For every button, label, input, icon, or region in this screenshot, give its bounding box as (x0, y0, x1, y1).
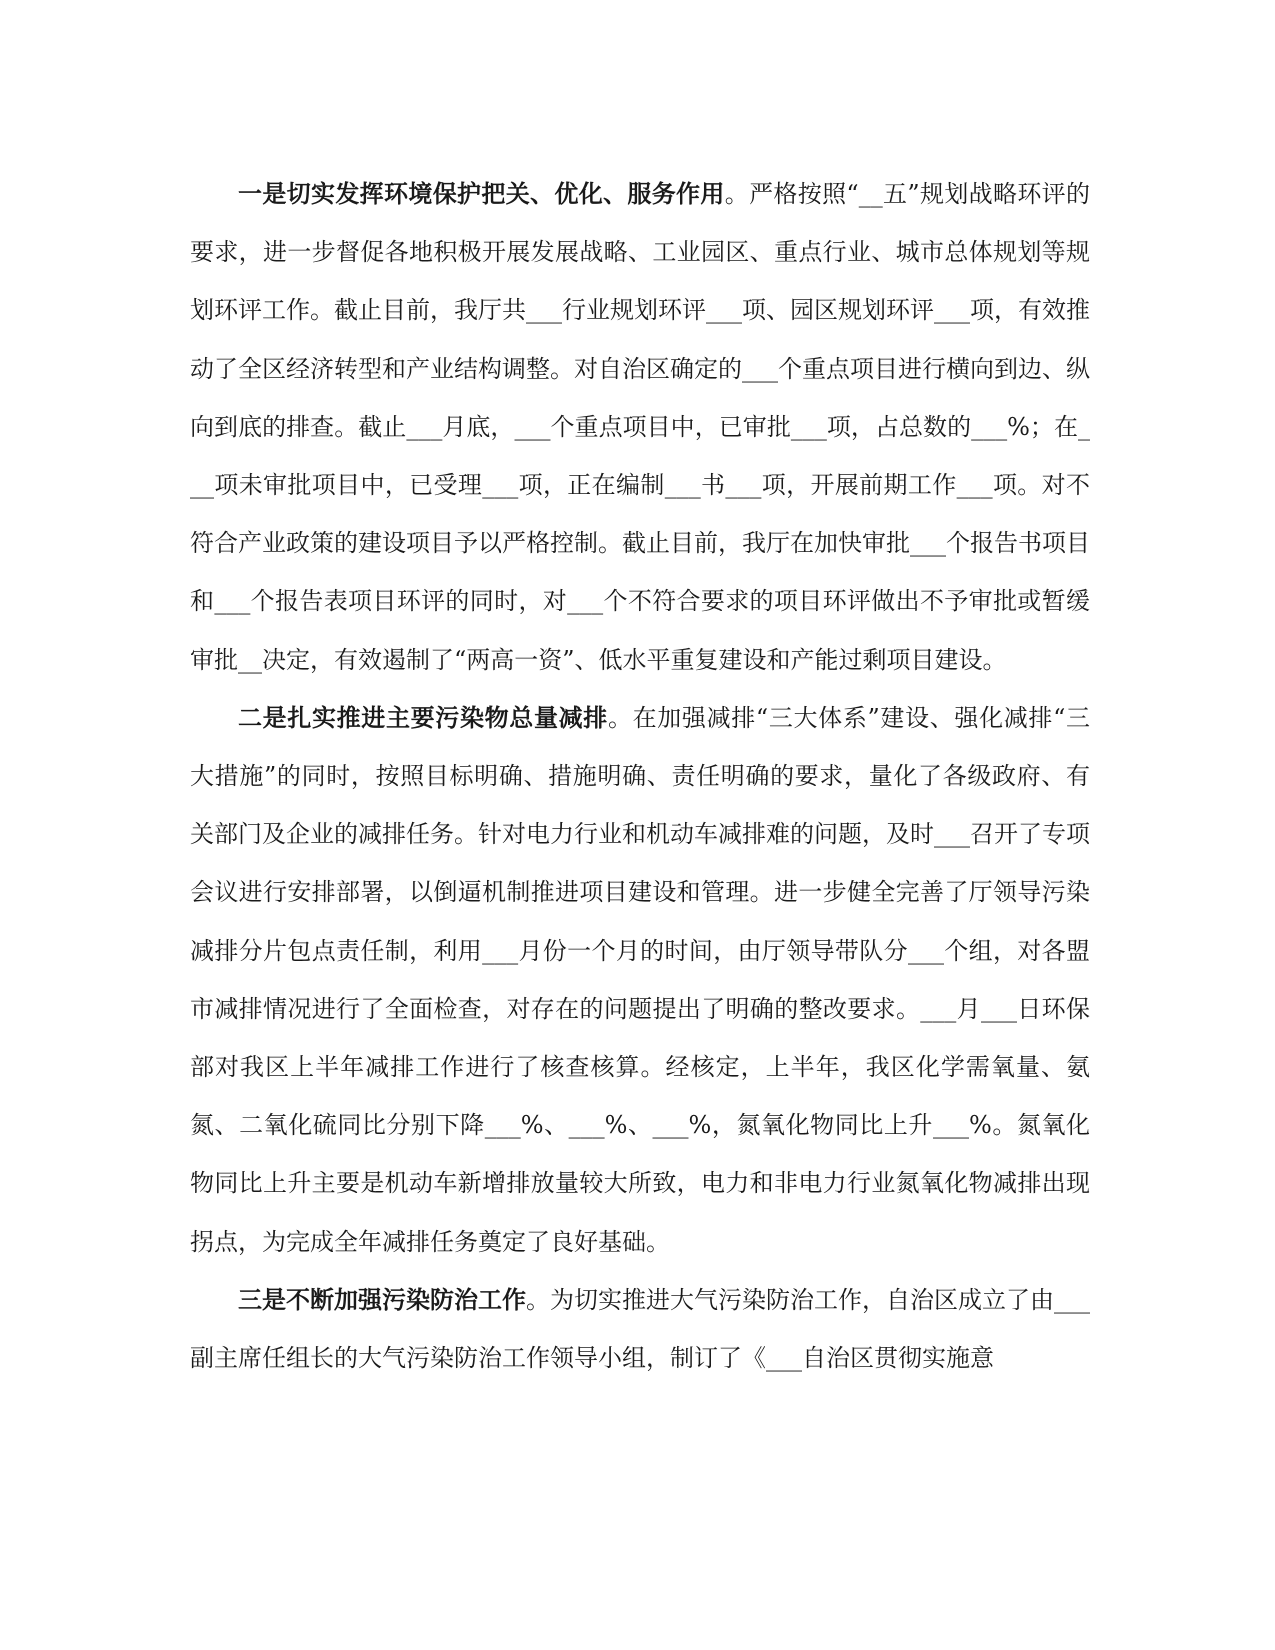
paragraph-lead: 二是扎实推进主要污染物总量减排 (238, 702, 608, 732)
paragraph-pollution-prevention (190, 1271, 1090, 1387)
paragraph-lead: 三是不断加强污染防治工作 (238, 1284, 526, 1314)
document-body (190, 165, 1090, 1387)
paragraph-text: 。为切实推进大气污染防治工作，自治区成立了由___副主席任组长的大气污染防治工作领导小组，制订了《___自治区贯彻实施意 (190, 1285, 1090, 1373)
paragraph-lead: 一是切实发挥环境保护把关、优化、服务作用 (238, 179, 725, 208)
paragraph-text: 。严格按照“__五”规划战略环评的要求，进一步督促各地积极开展发展战略、工业园区、重点行业、城市总体规划等规划环评工作。截止目前，我厅共___行业规划环评___项、园区规划环评___项，有效推动了全区经济转型和产业结构调整。对自治区确定的___个重点项目进行横向到边、纵向到底的排查。截止___月底，___个重点项目中，已审批___项，占总数的___%；在___项未审批项目中，已受理___项，正在编制___书___项，开展前期工作___项。对不符合产业政策的建设项目予以严格控制。截止目前，我厅在加快审批___个报告书项目和___个报告表项目环评的同时，对___个不符合要求的项目环评做出不予审批或暂缓审批__决定，有效遏制了“两高一资”、低水平重复建设和产能过剩项目建设。 (190, 180, 1091, 674)
paragraph-text: 。在加强减排“三大体系”建设、强化减排“三大措施”的同时，按照目标明确、措施明确、责任明确的要求，量化了各级政府、有关部门及企业的减排任务。针对电力行业和机动车减排难的问题，及时___召开了专项会议进行安排部署，以倒逼机制推进项目建设和管理。进一步健全完善了厅领导污染减排分片包点责任制，利用___月份一个月的时间，由厅领导带队分___个组，对各盟市减排情况进行了全面检查，对存在的问题提出了明确的整改要求。___月___日环保部对我区上半年减排工作进行了核查核算。经核定，上半年，我区化学需氧量、氨氮、二氧化硫同比分别下降___%、___%、___%，氮氧化物同比上升___%。氮氧化物同比上升主要是机动车新增排放量较大所致，电力和非电力行业氮氧化物减排出现拐点，为完成全年减排任务奠定了良好基础。 (190, 703, 1090, 1256)
paragraph-emission-reduction (190, 689, 1090, 1271)
paragraph-environmental-review (190, 165, 1090, 689)
